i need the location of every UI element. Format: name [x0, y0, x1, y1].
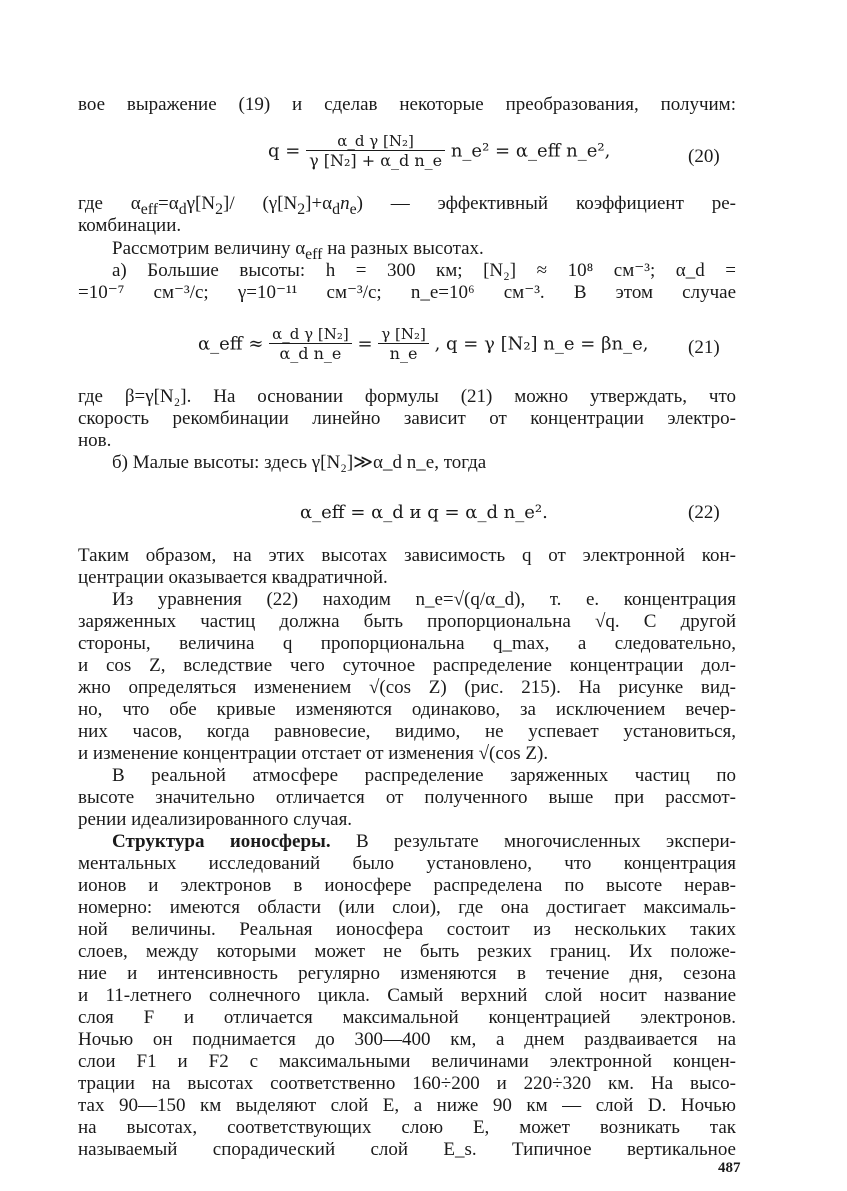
numerator: α_d γ [N₂]: [306, 132, 445, 151]
text-line: жно определяться изменением √(cos Z) (рис. 215). На рисунке вид-: [78, 677, 736, 698]
text-line: ние и интенсивность регулярно изменяются в течение дня, сезона: [78, 963, 736, 984]
text-line: стороны, величина q пропорциональна q_max, а следовательно,: [78, 633, 736, 654]
fraction: [306, 132, 445, 171]
text-line: слоев, между которыми может не быть резких границ. Их положе-: [78, 941, 736, 962]
page-number: 487: [718, 1160, 741, 1176]
fraction: [378, 325, 429, 364]
equation-number: (22): [688, 502, 720, 523]
text-line: где $\alpha_{eff}=\alpha_d\gamma[N_2]/$ $(\gamma[N_2]+\alpha_dn_e)$ — эффективный коэффициент ре-: [78, 193, 736, 218]
text-line: и 11-летнего солнечного цикла. Самый верхний слой носит название: [78, 985, 736, 1006]
numerator: α_d γ [N₂]: [269, 325, 352, 344]
text-line: номерно: имеются области (или слои), где она достигает максималь-: [78, 897, 736, 918]
equation-number: (20): [688, 146, 720, 167]
text-line: слои F1 и F2 с максимальными величинами электронной концен-: [78, 1051, 736, 1072]
formula-20: [268, 132, 610, 171]
text-line: на высотах, соответствующих слою E, может возникать так: [78, 1117, 736, 1138]
denominator: γ [N₂] + α_d n_e: [309, 151, 443, 170]
text-line: ной величины. Реальная ионосфера состоит из нескольких таких: [78, 919, 736, 940]
text-line: =10⁻⁷ см⁻³/с; γ=10⁻¹¹ см⁻³/с; n_e=10⁶ см⁻³. В этом случае: [78, 282, 736, 303]
text-line: а) Большие высоты: h = 300 км; [N₂] ≈ 10⁸ см⁻³; α_d =: [112, 260, 736, 281]
text-line: Из уравнения (22) находим n_e=√(q/α_d), т. е. концентрация: [112, 589, 736, 610]
text-line: высоте значительно отличается от полученного выше при рассмот-: [78, 787, 736, 808]
text-line: ионов и электронов в ионосфере распределена по высоте нерав-: [78, 875, 736, 896]
text-line: слоя F и отличается максимальной концентрацией электронов.: [78, 1007, 736, 1028]
numerator: γ [N₂]: [378, 325, 429, 344]
text-line: Рассмотрим величину $\alpha_{eff}$ на разных высотах.: [112, 238, 484, 263]
text-line: заряженных частиц должна быть пропорциональна √q. С другой: [78, 611, 736, 632]
text-line: них часов, когда равновесие, видимо, не успевает установиться,: [78, 721, 736, 742]
denominator: α_d n_e: [279, 344, 342, 363]
fraction: [269, 325, 352, 364]
text-line: нов.: [78, 430, 112, 451]
text-line: трации на высотах соответственно 160÷200 и 220÷320 км. На высо-: [78, 1073, 736, 1094]
text-line: скорость рекомбинации линейно зависит от концентрации электро-: [78, 408, 736, 429]
text-line: центрации оказывается квадратичной.: [78, 567, 388, 588]
denominator: n_e: [389, 344, 418, 363]
text-line: Таким образом, на этих высотах зависимость q от электронной кон-: [78, 545, 736, 566]
text-line: ментальных исследований было установлено, что концентрация: [78, 853, 736, 874]
text-line: Структура ионосферы. В результате многочисленных экспери-: [112, 831, 736, 852]
text-line: комбинации.: [78, 215, 182, 236]
text-line: но, что обе кривые изменяются одинаково, за исключением вечер-: [78, 699, 736, 720]
formula-part: α_eff ≈: [198, 333, 264, 355]
text-line: б) Малые высоты: здесь γ[N₂]≫α_d n_e, тогда: [112, 452, 487, 473]
text-line: и cos Z, вследствие чего суточное распределение концентрации дол-: [78, 655, 736, 676]
formula-part: , q = γ [N₂] n_e = βn_e,: [434, 333, 649, 355]
text-line: вое выражение (19) и сделав некоторые преобразования, получим:: [78, 94, 736, 115]
formula-22: α_eff = α_d и q = α_d n_e².: [300, 502, 548, 523]
text-line: Ночью он поднимается до 300—400 км, а днем раздваивается на: [78, 1029, 736, 1050]
formula-part: n_e² = α_eff n_e²,: [450, 140, 611, 162]
text-line: тах 90—150 км выделяют слой E, а ниже 90 км — слой D. Ночью: [78, 1095, 736, 1116]
text-line: и изменение концентрации отстает от изменения √(cos Z).: [78, 743, 549, 764]
text-line: где β=γ[N₂]. На основании формулы (21) можно утверждать, что: [78, 386, 736, 407]
text-line: В реальной атмосфере распределение заряженных частиц по: [112, 765, 736, 786]
section-heading: Структура ионосферы.: [112, 831, 331, 852]
formula-part: =: [357, 333, 373, 355]
equation-number: (21): [688, 337, 720, 358]
text-line: рении идеализированного случая.: [78, 809, 353, 830]
formula-part: q =: [268, 140, 301, 162]
text-line: называемый спорадический слой E_s. Типичное вертикальное: [78, 1139, 736, 1160]
formula-21: [198, 325, 648, 364]
